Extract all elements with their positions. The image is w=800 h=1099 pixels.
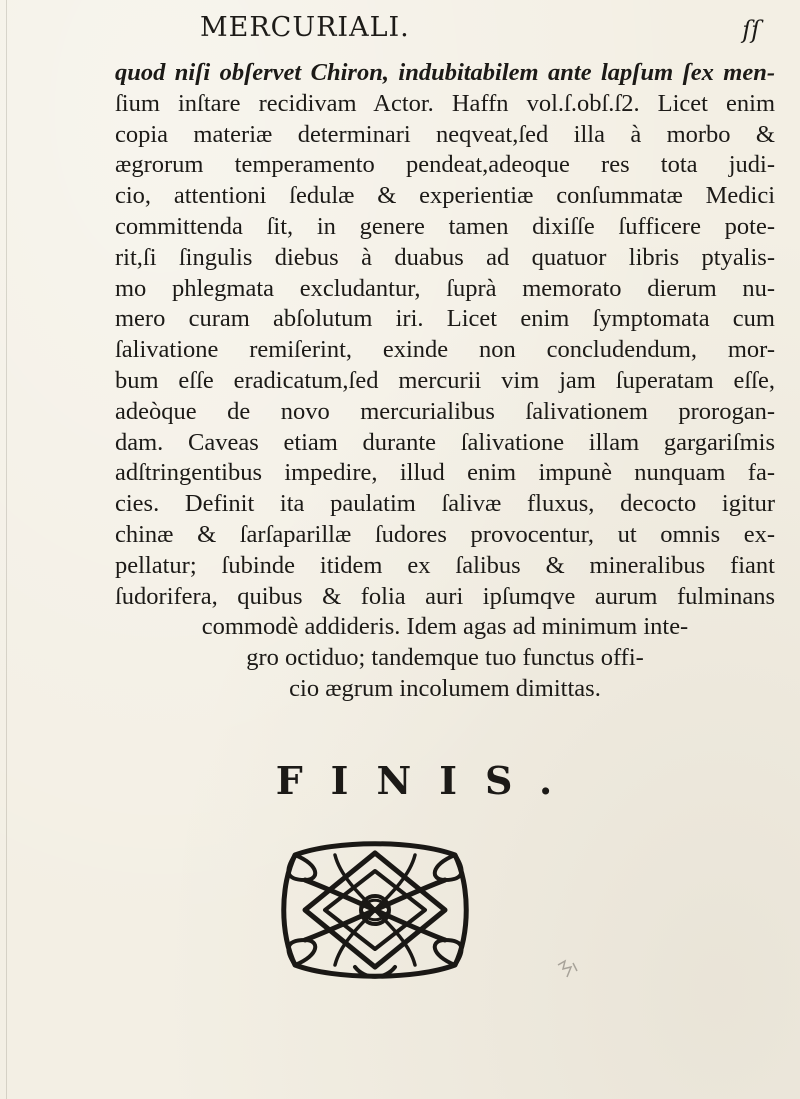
text-line: chinæ & ſarſaparillæ ſudores provocentur, ut omnis ex- — [115, 520, 775, 548]
interlaced-knot-ornament-icon — [275, 835, 475, 985]
text-line: gro octiduo; tandemque tuo functus offi- — [246, 644, 644, 672]
running-head: MERCURIALI. — [200, 12, 410, 43]
text-line: copia materiæ determinari neqveat,ſed illa à morbo & — [115, 120, 775, 148]
text-line: mo phlegmata excludantur, ſuprà memorato dierum nu- — [115, 274, 775, 302]
text-line: bum eſſe eradicatum,ſed mercurii vim jam ſuperatam eſſe, — [115, 366, 775, 394]
text-line-content: quod niſi obſervet Chiron, indubitabilem ante lapſum ſex men- — [115, 59, 775, 86]
body-text — [115, 58, 775, 705]
page-edge-line — [6, 0, 7, 1099]
text-line: committenda ſit, in genere tamen dixiſſe ſufficere pote- — [115, 212, 775, 240]
text-line: ægrorum temperamento pendeat,adeoque res tota judi- — [115, 151, 775, 179]
text-line: mero curam abſolutum iri. Licet enim ſymptomata cum — [115, 305, 775, 333]
text-line: dam. Caveas etiam durante ſalivatione illam gargariſmis — [115, 428, 775, 456]
page-number: ſſ — [742, 16, 760, 44]
text-line: cies. Definit ita paulatim ſalivæ fluxus, decocto igitur — [115, 490, 775, 518]
finis-heading: FINIS. — [275, 758, 581, 803]
text-line: adſtringentibus impedire, illud enim impunè nunquam fa- — [115, 459, 775, 487]
text-line: pellatur; ſubinde itidem ex ſalibus & mineralibus fiant — [115, 551, 775, 579]
text-line: ſalivatione remiſerint, exinde non concludendum, mor- — [115, 336, 775, 364]
text-line: rit,ſi ſingulis diebus à duabus ad quatuor libris ptyalis- — [115, 243, 775, 271]
ink-smudge-mark — [553, 955, 583, 985]
text-line: ſudorifera, quibus & folia auri ipſumqve aurum fulminans — [115, 582, 775, 610]
text-line: adeòque de novo mercurialibus ſalivationem prorogan- — [115, 397, 775, 425]
text-line — [115, 58, 775, 89]
page-header — [0, 10, 800, 50]
text-line: cio, attentioni ſedulæ & experientiæ conſummatæ Medici — [115, 182, 775, 210]
text-line: cio ægrum incolumem dimittas. — [289, 674, 601, 702]
text-line: commodè addideris. Idem agas ad minimum inte- — [201, 613, 689, 641]
text-line: ſium inſtare recidivam Actor. Haffn vol.ſ.obſ.ſ2. Licet enim — [115, 89, 775, 117]
